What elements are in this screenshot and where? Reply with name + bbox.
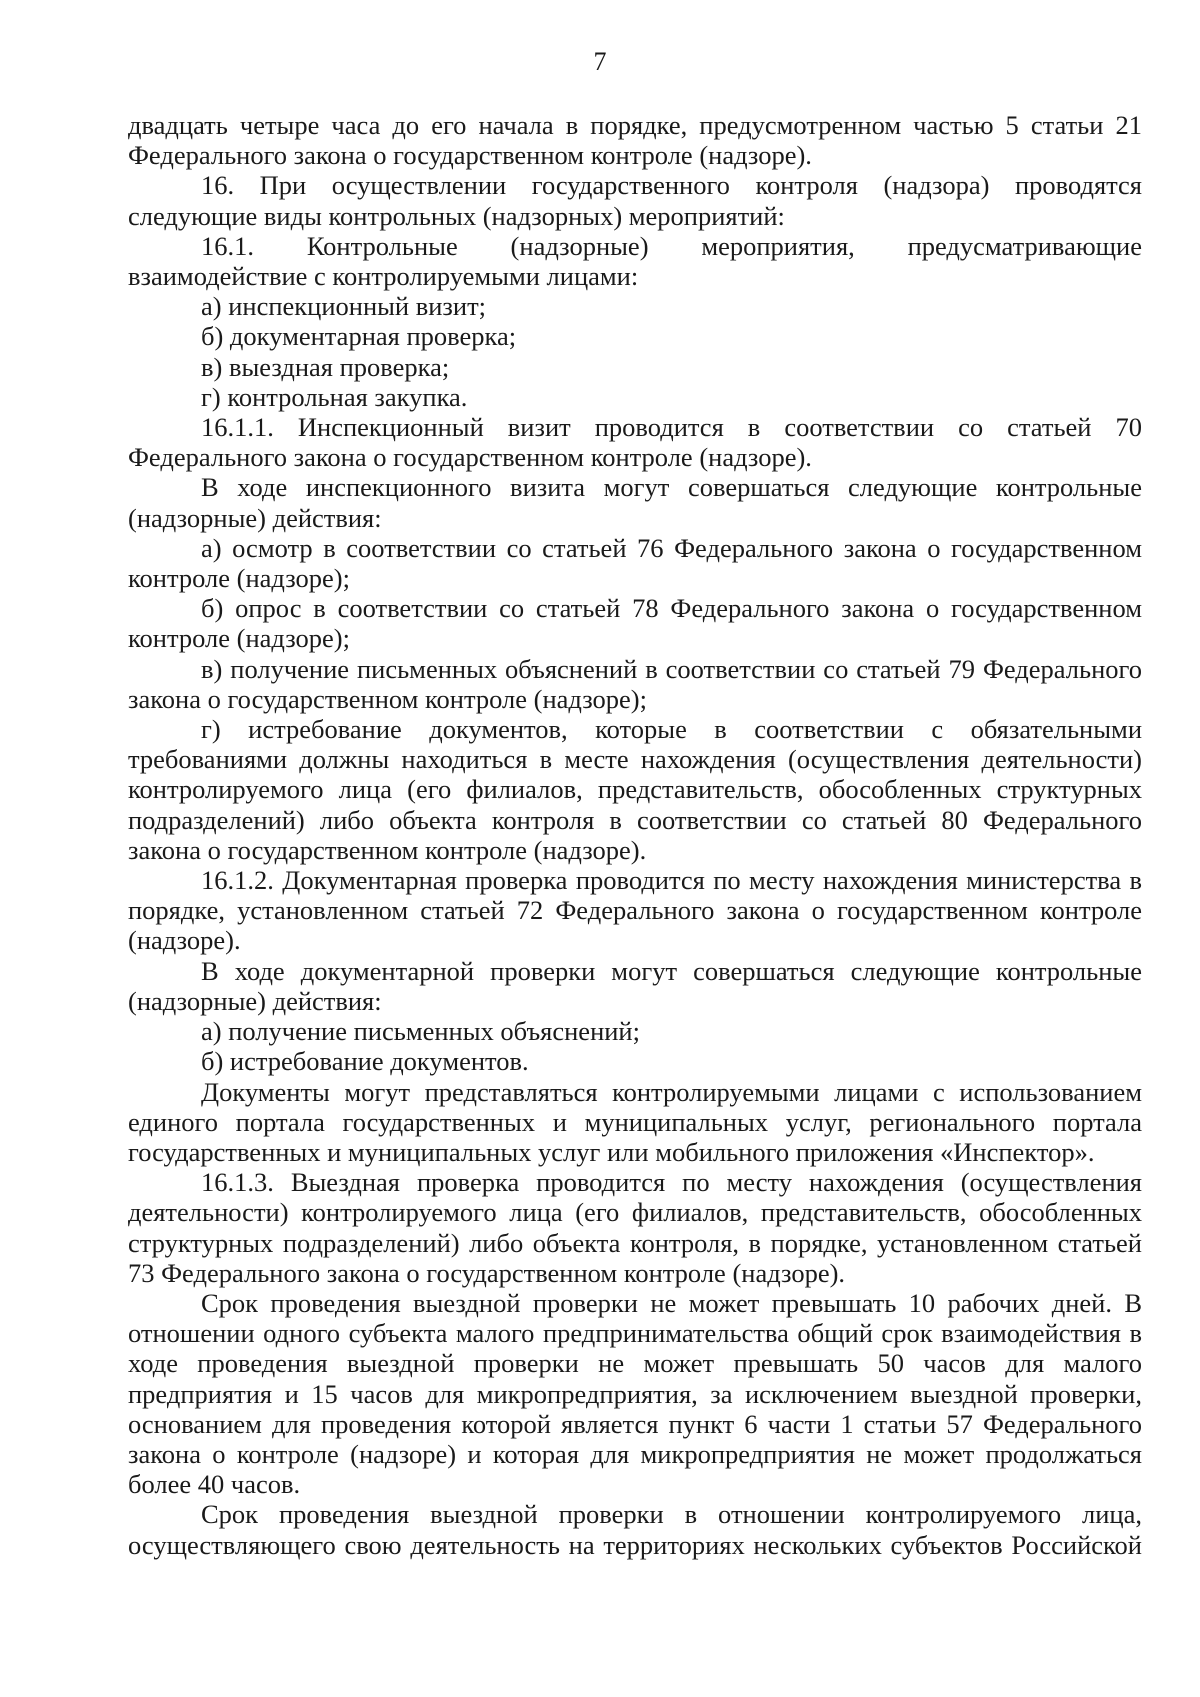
list-item: б) документарная проверка; bbox=[201, 321, 517, 352]
list-item: а) получение письменных объяснений; bbox=[201, 1016, 640, 1047]
paragraph: В ходе документарной проверки могут совершаться следующие контрольные (надзорные) действия: bbox=[128, 955, 1142, 1016]
paragraph: Срок проведения выездной проверки не может превышать 10 рабочих дней. В отношении одного субъекта малого предпринимательства общий срок взаимодействия в ходе проведения выездной проверки не может превышать 50 часов для малого предприятия и 15 часов для микропредприятия, за исключением выездной проверки, основанием для проведения которой является пункт 6 части 1 статьи 57 Федерального закона о контроле (надзоре) и которая для микропредприятия не может продолжаться более 40 часов. bbox=[128, 1287, 1142, 1500]
paragraph: Срок проведения выездной проверки в отношении контролируемого лица, осуществляющего свою деятельность на территориях нескольких субъектов Российской bbox=[128, 1499, 1142, 1560]
paragraph: 16.1.2. Документарная проверка проводится по месту нахождения министерства в порядке, установленном статьей 72 Федерального закона о государственном контроле (надзоре). bbox=[128, 865, 1142, 956]
list-item: в) выездная проверка; bbox=[201, 351, 450, 382]
paragraph: б) опрос в соответствии со статьей 78 Федерального закона о государственном контроле (надзоре); bbox=[128, 593, 1142, 654]
paragraph: двадцать четыре часа до его начала в порядке, предусмотренном частью 5 статьи 21 Федерального закона о государственном контроле (надзоре). bbox=[128, 110, 1142, 171]
paragraph: 16.1. Контрольные (надзорные) мероприятия, предусматривающие взаимодействие с контролируемыми лицами: bbox=[128, 230, 1142, 292]
paragraph: в) получение письменных объяснений в соответствии со статьей 79 Федерального закона о государственном контроле (надзоре); bbox=[128, 653, 1142, 714]
list-item: г) контрольная закупка. bbox=[201, 381, 468, 412]
paragraph: а) осмотр в соответствии со статьей 76 Федерального закона о государственном контроле (надзоре); bbox=[128, 532, 1142, 594]
paragraph: В ходе инспекционного визита могут совершаться следующие контрольные (надзорные) действия: bbox=[128, 472, 1142, 533]
list-item: б) истребование документов. bbox=[201, 1046, 529, 1077]
paragraph: г) истребование документов, которые в соответствии с обязательными требованиями должны находиться в месте нахождения (осуществления деятельности) контролируемого лица (его филиалов, представительств, обособленных структурных подразделений) либо объекта контроля в соответствии со статьей 80 Федерального закона о государственном контроле (надзоре). bbox=[128, 714, 1142, 865]
list-item: а) инспекционный визит; bbox=[201, 291, 487, 322]
paragraph: 16. При осуществлении государственного контроля (надзора) проводятся следующие виды контрольных (надзорных) мероприятий: bbox=[128, 170, 1142, 231]
paragraph: 16.1.3. Выездная проверка проводится по месту нахождения (осуществления деятельности) контролируемого лица (его филиалов, представительств, обособленных структурных подразделений) либо объекта контроля, в порядке, установленном статьей 73 Федерального закона о государственном контроле (надзоре). bbox=[128, 1167, 1142, 1288]
paragraph: 16.1.1. Инспекционный визит проводится в соответствии со статьей 70 Федерального закона о государственном контроле (надзоре). bbox=[128, 412, 1142, 473]
document-body bbox=[128, 110, 1142, 1560]
paragraph: Документы могут представляться контролируемыми лицами с использованием единого портала государственных и муниципальных услуг, регионального портала государственных и муниципальных услуг или мобильного приложения «Инспектор». bbox=[128, 1076, 1142, 1167]
page-number: 7 bbox=[593, 47, 607, 76]
